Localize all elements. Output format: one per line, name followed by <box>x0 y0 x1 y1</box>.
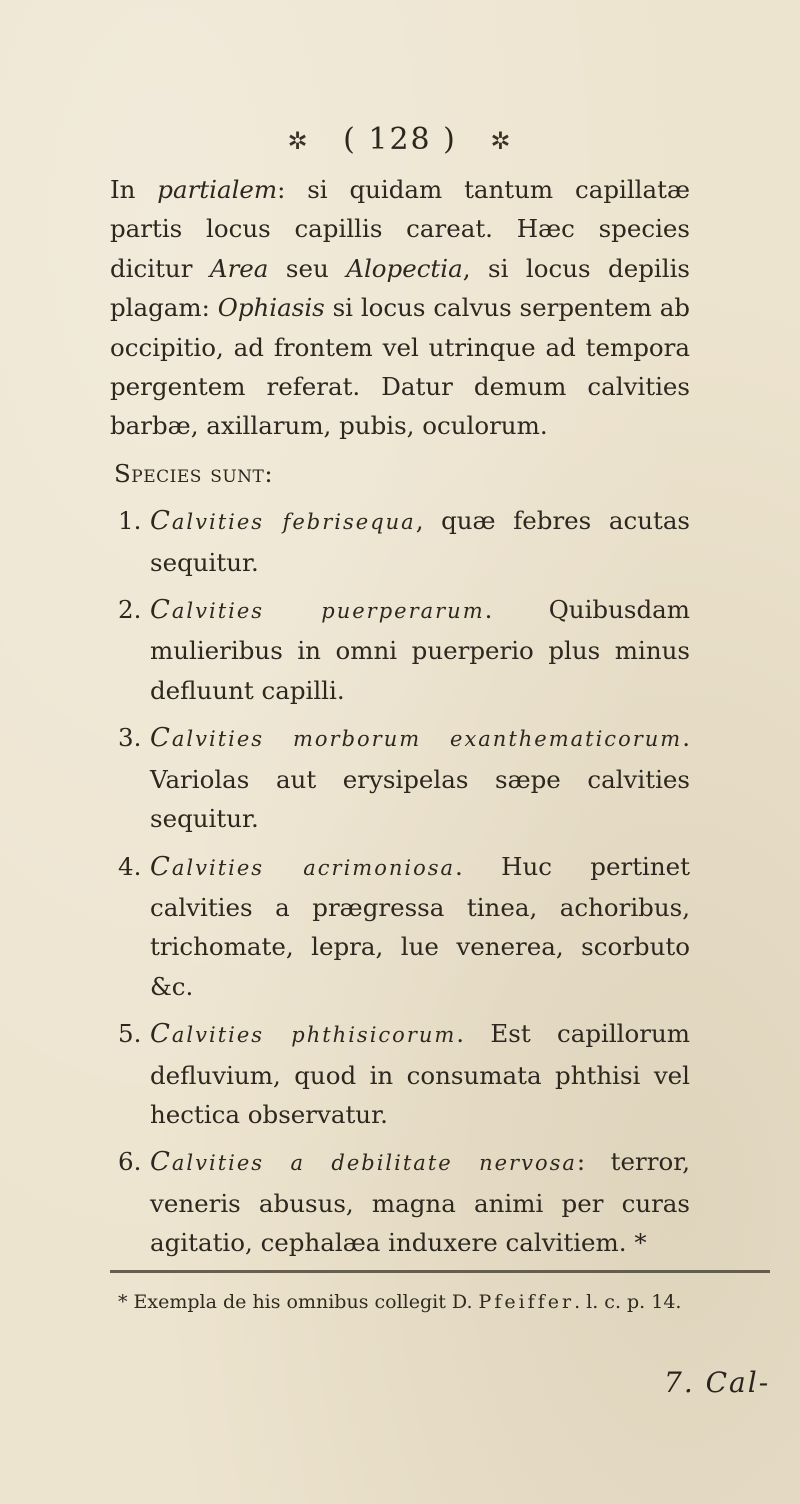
item-description: . Quibusdam mulieribus in omni puerperio plus minus defluunt capilli. <box>150 595 690 705</box>
item-number: 6. <box>118 1147 142 1177</box>
item-number: 3. <box>118 723 142 753</box>
list-item <box>110 1142 690 1262</box>
item-title-rest: alvities morborum exanthematicorum <box>171 727 683 752</box>
intro-text-2: seu <box>268 253 347 283</box>
intro-text-4: si locus calvus serpentem ab occipitio, ad frontem vel utrinque ad tempora pergentem referat. Datur demum calvities barbæ, axillarum, pubis, oculorum. <box>110 293 690 441</box>
item-title <box>150 1019 457 1050</box>
item-text <box>150 1014 690 1134</box>
footnote-divider <box>110 1270 770 1273</box>
intro-text-3: , si locus depilis plagam: <box>110 253 690 323</box>
item-description: : terror, veneris abusus, magna animi per curas agitatio, cephalæa induxere calvitiem. * <box>150 1147 691 1258</box>
item-text <box>150 501 690 582</box>
item-title-initial: C <box>150 1019 172 1050</box>
item-title-initial: C <box>150 595 172 626</box>
item-title-rest: alvities puerperarum <box>171 599 485 624</box>
item-title-initial: C <box>150 723 172 754</box>
item-number: 4. <box>118 851 142 881</box>
item-number: 5. <box>118 1019 142 1049</box>
item-description: . Huc pertinet calvities a prægressa tinea, achoribus, trichomate, lepra, lue venerea, scorbuto &c. <box>150 851 690 1001</box>
item-number: 1. <box>118 506 142 536</box>
item-title-initial: C <box>150 1147 172 1178</box>
list-item <box>110 590 690 710</box>
item-title-rest: alvities acrimoniosa <box>171 855 456 880</box>
footnote-reference: . l. c. p. 14. <box>574 1291 682 1313</box>
ornament-right-icon: ✲ <box>490 127 513 155</box>
item-description: , quæ febres acutas sequitur. <box>150 506 690 577</box>
footnote-text: * Exempla de his omnibus collegit D. <box>118 1291 479 1313</box>
item-title-initial: C <box>150 506 172 537</box>
item-title <box>150 723 683 754</box>
term-ophiasis: Ophiasis <box>217 293 325 323</box>
catchword: 7. Cal- <box>664 1366 771 1399</box>
intro-lead: In <box>110 175 158 204</box>
item-text <box>150 847 690 1007</box>
term-alopectia: Alopectia <box>346 253 463 283</box>
list-item <box>110 501 690 582</box>
item-title-rest: alvities phthisicorum <box>171 1023 457 1048</box>
species-heading: Species sunt: <box>114 458 274 488</box>
intro-paragraph <box>110 170 690 446</box>
item-title <box>150 1147 577 1178</box>
list-item <box>110 718 690 838</box>
item-title <box>150 595 485 626</box>
term-partialem: partialem <box>157 175 278 204</box>
species-list <box>110 501 690 1262</box>
footnote <box>118 1288 768 1316</box>
term-area: Area <box>209 253 269 283</box>
main-text <box>110 170 690 1263</box>
item-title <box>150 851 456 882</box>
intro-text-1: : si quidam tantum capillatæ partis locus capillis careat. Hæc species dicitur <box>110 175 690 283</box>
item-number: 2. <box>118 595 142 625</box>
item-description: . Est capillorum defluvium, quod in consumata phthisi vel hectica observatur. <box>150 1019 690 1129</box>
item-description: . Variolas aut erysipelas sæpe calvities sequitur. <box>150 723 690 834</box>
item-title-rest: alvities febrisequa <box>171 510 416 535</box>
item-title-initial: C <box>150 851 172 882</box>
page-number: ( 128 ) <box>343 122 457 157</box>
footnote-author: Pfeiffer <box>478 1291 575 1313</box>
ornament-left-icon: ✲ <box>287 127 310 155</box>
list-item <box>110 1014 690 1134</box>
list-item <box>110 847 690 1007</box>
item-text <box>150 590 690 710</box>
item-title-rest: alvities a debilitate nervosa <box>171 1151 577 1176</box>
item-text <box>150 1142 690 1262</box>
item-title <box>150 506 416 537</box>
page-header <box>0 122 800 157</box>
item-text <box>150 718 690 838</box>
